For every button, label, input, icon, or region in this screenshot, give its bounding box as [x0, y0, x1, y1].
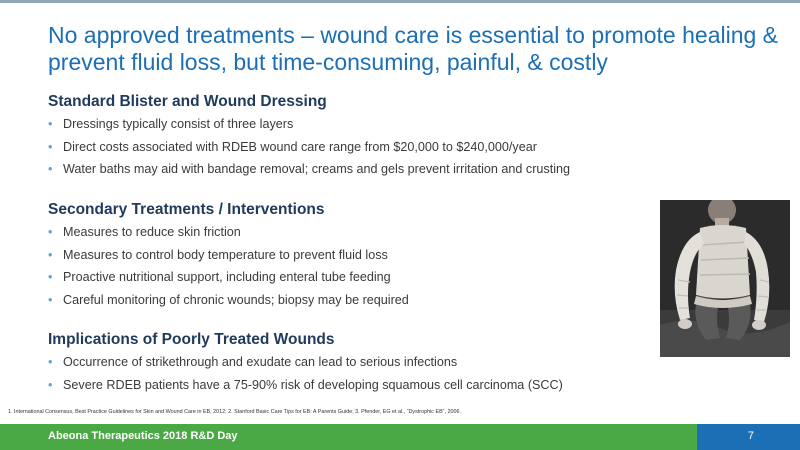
- slide-title: No approved treatments – wound care is essential to promote healing & prevent fluid loss, but time-consuming, painful, & costly: [48, 22, 779, 75]
- bullet-icon: •: [48, 247, 53, 262]
- bullet-item: [48, 162, 668, 177]
- bullet-item: [48, 293, 668, 308]
- bullet-item: [48, 248, 668, 263]
- section-heading: Secondary Treatments / Interventions: [48, 201, 325, 218]
- bullet-list: [48, 225, 668, 308]
- bandaged-patient-illustration: [660, 200, 790, 357]
- bullet-icon: •: [48, 292, 53, 307]
- section-secondary-treatments: [48, 201, 668, 315]
- bullet-item: [48, 225, 668, 240]
- bullet-list: [48, 117, 668, 177]
- footer-label: Abeona Therapeutics 2018 R&D Day: [48, 430, 238, 442]
- footer-bar: [0, 424, 800, 450]
- patient-photo: [660, 200, 790, 357]
- section-poorly-treated-wounds: [48, 331, 668, 400]
- bullet-text: Proactive nutritional support, including enteral tube feeding: [63, 270, 391, 285]
- bullet-list: [48, 355, 668, 393]
- bullet-item: [48, 140, 668, 155]
- bullet-icon: •: [48, 139, 53, 154]
- bullet-text: Measures to control body temperature to prevent fluid loss: [63, 247, 388, 262]
- bullet-icon: •: [48, 117, 53, 131]
- page-number-box: [697, 424, 800, 450]
- bullet-item: [48, 378, 668, 393]
- bullet-item: [48, 355, 668, 370]
- section-standard-dressing: [48, 93, 668, 185]
- bullet-icon: •: [48, 225, 53, 239]
- bullet-text: Measures to reduce skin friction: [63, 225, 241, 239]
- bullet-icon: •: [48, 377, 53, 392]
- bullet-text: Water baths may aid with bandage removal; creams and gels prevent irritation and crusting: [63, 162, 571, 177]
- footnote-references: 1. International Consensus, Best Practice Guidelines for Skin and Wound Care in EB, 2012; 2. Stanford Basic Care Tips for EB: A Parents Guide; 3. Pfender, EG et al., “Dystrophic EB”, 2006.: [8, 409, 461, 415]
- bullet-text: Severe RDEB patients have a 75-90% risk of developing squamous cell carcinoma (SCC): [63, 377, 563, 392]
- bullet-item: [48, 270, 668, 285]
- top-rule: [0, 0, 800, 3]
- page-number: 7: [747, 430, 754, 442]
- bullet-text: Dressings typically consist of three layers: [63, 117, 294, 131]
- section-heading: Implications of Poorly Treated Wounds: [48, 331, 335, 348]
- bullet-icon: •: [48, 355, 53, 369]
- bullet-icon: •: [48, 270, 53, 285]
- bullet-text: Careful monitoring of chronic wounds; biopsy may be required: [63, 292, 409, 307]
- bullet-item: [48, 117, 668, 132]
- bullet-icon: •: [48, 162, 53, 177]
- bullet-text: Direct costs associated with RDEB wound care range from $20,000 to $240,000/year: [63, 139, 537, 154]
- bullet-text: Occurrence of strikethrough and exudate can lead to serious infections: [63, 355, 458, 369]
- section-heading: Standard Blister and Wound Dressing: [48, 93, 327, 110]
